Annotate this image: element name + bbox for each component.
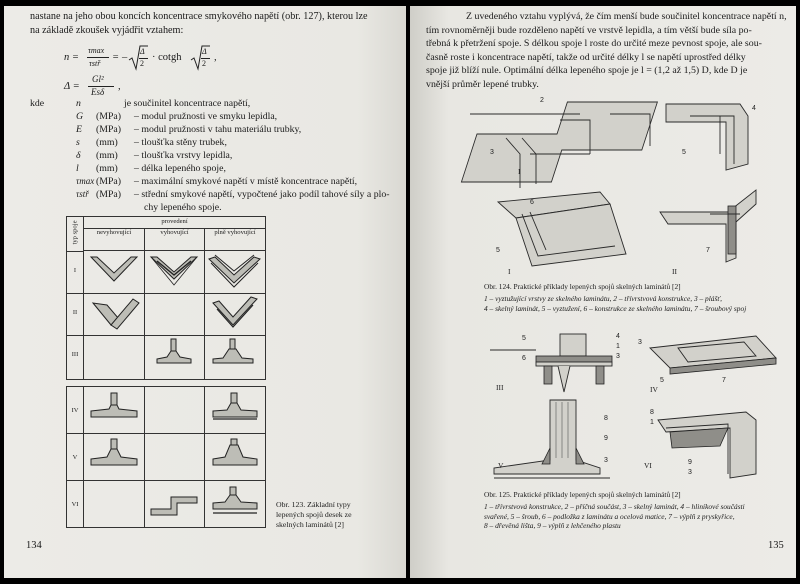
formula1-sqrt1-top: Δ — [140, 47, 145, 56]
fig125-label-6: 6 — [522, 355, 526, 362]
fig125-label-9: 9 — [604, 435, 608, 442]
col-header-plne-vyhovujici: plně vyhovující — [205, 229, 265, 251]
fig124-label-3: 3 — [490, 149, 494, 156]
definition-row: E (MPa) – modul pružnosti v tahu materiálu trubky, — [76, 124, 302, 135]
figure-125-drawing — [410, 328, 796, 486]
definition-row: δ (mm) – tloušťka vrstvy lepidla, — [76, 150, 233, 161]
joint-sketch-VI-3 — [213, 487, 257, 513]
row-label-III: III — [71, 351, 79, 358]
formula2-denominator: Esδ — [91, 87, 105, 97]
joint-sketch-IV-3 — [213, 393, 257, 419]
fig125-label-3b: 3 — [638, 339, 642, 346]
intro-text — [30, 10, 400, 37]
figure-124-title: Obr. 124. Praktické příklady lepených spojů skelných laminátů [2] — [484, 282, 681, 291]
intro-line-2: na základě zkoušek vyjádřit vztahem: — [30, 24, 184, 36]
formula2-tail: , — [118, 81, 121, 92]
joint-table-bottom — [66, 386, 266, 528]
figure-123-caption: Obr. 123. Základní typy lepených spojů desek ze skelných laminátů [2] — [276, 500, 352, 529]
joint-sketch-V-1 — [91, 439, 137, 465]
intro-line-1: nastane na jeho obou koncích koncentrace smykového napětí (obr. 127), kterou lze — [30, 11, 368, 22]
formula2-lhs: Δ = — [64, 81, 80, 92]
page-number-right: 135 — [768, 540, 784, 551]
fig125-roman-IV: IV — [650, 385, 658, 394]
fig125-label-4: 4 — [616, 333, 620, 340]
formula1-lhs: n = — [64, 52, 79, 63]
row-label-II: II — [72, 309, 78, 316]
fig125-label-1b: 1 — [650, 419, 654, 426]
formula1-sqrt1-bottom: 2 — [140, 59, 144, 68]
fig125-roman-III: III — [496, 383, 504, 392]
fig125-label-3c: 3 — [604, 457, 608, 464]
fig125-label-3: 3 — [616, 353, 620, 360]
joint-sketch-VI-2 — [151, 497, 197, 515]
fig125-V — [494, 400, 610, 478]
formula-concentration: n = τmax τstř = – Δ 2 · cotgh Δ 2 , — [64, 46, 304, 74]
fig124-I-top — [461, 102, 657, 188]
fig124-I-bottom — [498, 192, 626, 266]
fig124-roman-I-top: I — [518, 167, 521, 176]
page-number-left: 134 — [26, 540, 42, 551]
formula1-denominator: τstř — [89, 59, 101, 68]
fig124-label-2: 2 — [540, 97, 544, 104]
type-header: typ spoje — [71, 220, 79, 245]
group-header: provedení — [84, 218, 265, 229]
formula2-numerator: Gl² — [92, 74, 104, 84]
definitions-list — [30, 98, 400, 216]
figure-124-legend: 1 – vyztužující vrstvy ze skelného laminátu, 2 – třívrstvová konstrukce, 3 – plášť, 4 – skelný laminát, 5 – vyztužení, 6 – konstrukce ze skelného laminátu, 7 – šroubový spoj — [484, 294, 747, 313]
definition-row: n je součinitel koncentrace napětí, — [76, 98, 251, 109]
row-label-V: V — [72, 454, 78, 461]
formula1-sqrt2-bottom: 2 — [202, 59, 206, 68]
col-header-nevyhovujici: nevyhovující — [84, 229, 145, 251]
joint-sketches-bottom — [67, 387, 265, 527]
fig125-label-7: 7 — [722, 377, 726, 384]
joint-sketch-I-3 — [209, 255, 260, 287]
joint-sketch-III-3 — [213, 339, 253, 363]
fig125-label-5b: 5 — [660, 377, 664, 384]
joint-sketch-II-1 — [93, 299, 139, 329]
definition-row: G (MPa) – modul pružnosti ve smyku lepidla, — [76, 111, 278, 122]
figure-124-drawing — [410, 94, 796, 274]
fig124-roman-II: II — [672, 267, 677, 274]
joint-sketch-V-3 — [213, 439, 257, 465]
definition-row: s (mm) – tloušťka stěny trubek, — [76, 137, 227, 148]
fig125-roman-V: V — [498, 461, 504, 470]
figure-125-title: Obr. 125. Praktické příklady lepených spojů skelných laminátů [2] — [484, 490, 681, 499]
fig125-III — [490, 334, 612, 392]
paragraph: Z uvedeného vztahu vyplývá, že čím menší bude součinitel koncentrace napětí n, tím rovnoměrněji bude rozděleno napětí ve vrstvě lepidla, a tím větší bude síla po- třebná k přetržení spoje. S délkou spoje l roste do určité meze pevnost spoje, ale sou- časně roste i koncentrace napětí, takže od určité délky l se napětí uprostřed délky spoje již blíží nule. Optimální délka lepeného spoje je l = (1,2 až 1,5) D, kde D je vnější průměr lepené trubky. — [426, 11, 787, 90]
fig125-VI — [658, 412, 756, 478]
joint-sketch-I-2 — [151, 257, 197, 285]
figure-125-legend: 1 – třívrstvová konstrukce, 2 – příčná součást, 3 – skelný laminát, 4 – hliníkové součásti svařené, 5 – šroub, 6 – podložka z laminátu a ocelová matice, 7 – výplň z pryskyřice, 8 – dřevěná lišta, 9 – výplň z lehčeného plastu — [484, 502, 745, 531]
fig124-label-5b: 5 — [682, 149, 686, 156]
definition-row: l (mm) – délka lepeného spoje, — [76, 163, 226, 174]
definition-row: τstř (MPa) – střední smykové napětí, vypočtené jako podíl tahové síly a plo- — [76, 189, 390, 200]
formula1-tail: , — [214, 52, 217, 63]
row-label-I: I — [73, 267, 77, 274]
fig124-roman-I: I — [508, 267, 511, 274]
formula1-equals: = — [112, 52, 120, 63]
fig124-label-4: 4 — [752, 105, 756, 112]
fig125-label-3d: 3 — [688, 469, 692, 476]
definition-continuation: chy lepeného spoje. — [144, 202, 222, 213]
where-label: kde — [30, 98, 45, 109]
joint-table-top — [66, 216, 266, 380]
fig124-label-6: 6 — [530, 199, 534, 206]
fig125-label-8b: 8 — [650, 409, 654, 416]
right-page — [410, 6, 796, 578]
fig124-label-5: 5 — [496, 247, 500, 254]
fig125-IV — [650, 336, 776, 374]
joint-sketch-I-1 — [91, 257, 137, 281]
fig124-label-7: 7 — [706, 247, 710, 254]
fig125-label-8: 8 — [604, 415, 608, 422]
joint-sketch-IV-1 — [91, 393, 137, 417]
fig125-roman-VI: VI — [644, 461, 652, 470]
fig125-label-5: 5 — [522, 335, 526, 342]
joint-sketch-III-2 — [157, 339, 191, 363]
col-header-vyhovujici: vyhovující — [145, 229, 205, 251]
fig124-II-top — [666, 104, 748, 170]
formula1-numerator: τmax — [88, 46, 105, 55]
fig125-label-1: 1 — [616, 343, 620, 350]
joint-sketches-top — [67, 217, 265, 379]
row-label-VI: VI — [71, 501, 79, 508]
formula1-cotgh: · cotgh — [152, 52, 182, 63]
row-label-IV: IV — [71, 407, 79, 414]
definition-row: τmax (MPa) – maximální smykové napětí v místě koncentrace napětí, — [76, 176, 358, 187]
formula1-sqrt2-top: Δ — [202, 47, 207, 56]
joint-sketch-II-3 — [213, 297, 257, 327]
formula-delta — [64, 74, 184, 100]
fig125-label-9b: 9 — [688, 459, 692, 466]
left-page — [4, 6, 406, 578]
